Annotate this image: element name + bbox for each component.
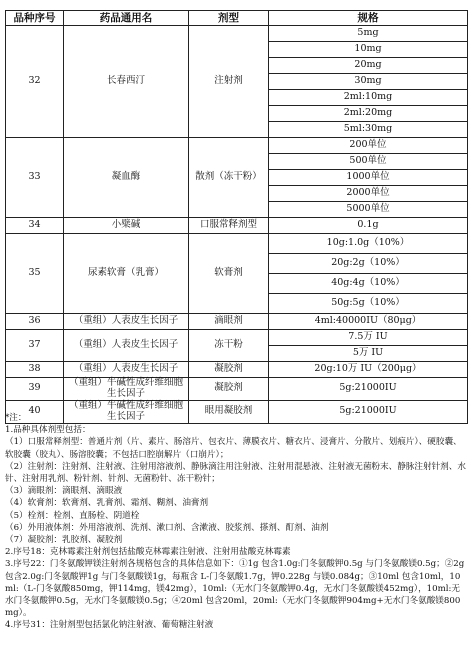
drug-name-cell: （重组）牛碱性成纤维细胞生长因子 xyxy=(64,400,189,423)
dosage-form-cell: 散剂（冻干粉） xyxy=(189,138,269,218)
spec-cell: 5mg xyxy=(269,26,468,42)
note-line: （7）凝胶剂：乳胶剂、凝胶剂 xyxy=(5,535,123,546)
table-row xyxy=(6,362,468,378)
spec-cell: 0.1g xyxy=(269,218,468,234)
table-row xyxy=(6,330,468,346)
serial-cell: 39 xyxy=(6,378,64,401)
spec-cell: 10g:1.0g（10%） xyxy=(269,234,468,254)
spec-cell: 200单位 xyxy=(269,138,468,154)
spec-cell: 40g:4g（10%） xyxy=(269,274,468,294)
dosage-form-cell: 眼用凝胶剂 xyxy=(189,400,269,423)
note-line: 1.品种具体剂型包括： xyxy=(5,425,91,436)
spec-cell: 4ml:40000IU（80μg） xyxy=(269,314,468,330)
spec-cell: 2000单位 xyxy=(269,186,468,202)
note-line: （5）栓剂：栓剂、直肠栓、阴道栓 xyxy=(5,510,140,521)
note-line: 4.序号31：注射剂型包括氯化钠注射液、葡萄糖注射液 xyxy=(5,620,214,631)
drug-name-cell: （重组）人表皮生长因子 xyxy=(64,362,189,378)
serial-cell: 37 xyxy=(6,330,64,362)
dosage-form-cell: 滴眼剂 xyxy=(189,314,269,330)
table-row xyxy=(6,234,468,254)
serial-cell: 34 xyxy=(6,218,64,234)
dosage-form-cell: 凝胶剂 xyxy=(189,362,269,378)
dosage-form-cell: 冻干粉 xyxy=(189,330,269,362)
spec-cell: 5000单位 xyxy=(269,202,468,218)
drug-name-cell: （重组）人表皮生长因子 xyxy=(64,330,189,362)
spec-cell: 20g:2g（10%） xyxy=(269,254,468,274)
header-drug-name: 药品通用名 xyxy=(64,11,189,26)
serial-cell: 38 xyxy=(6,362,64,378)
spec-cell: 30mg xyxy=(269,74,468,90)
serial-cell: 33 xyxy=(6,138,64,218)
note-line: （2）注射剂：注射剂、注射液、注射用溶液剂、静脉滴注用注射液、注射用混悬液、注射液无菌粉末、静脉注射针剂、水针、注射用乳剂、粉针剂、针剂、无菌粉针、冻干粉针； xyxy=(5,461,466,485)
header-serial: 品种序号 xyxy=(6,11,64,26)
spec-cell: 5万 IU xyxy=(269,346,468,362)
serial-cell: 32 xyxy=(6,26,64,138)
table-row xyxy=(6,26,468,42)
spec-cell: 7.5万 IU xyxy=(269,330,468,346)
spec-cell: 20mg xyxy=(269,58,468,74)
note-line: 3.序号22：门冬氨酸钾镁注射剂各规格包含的具体信息如下：①1g 包含1.0g:门冬氨酸钾0.5g 与门冬氨酸镁0.5g；②2g 包含2.0g:门冬氨酸钾1g 与门冬氨酸镁1g，每瓶含 L-门冬氨酸1.7g，钾0.228g 与镁0.084g；③10ml 包含10ml，10ml:（L-门冬氨酸850mg，钾114mg，镁42mg），10ml:（无水门冬氨酸钾0.4g，无水门冬氨酸镁452mg），10ml:无水门冬氨酸钾0.5g，无水门冬氨酸镁0.5g；④20ml 包含20ml，20ml:（无水门冬氨酸钾904mg+无水门冬氨酸镁800mg）。 xyxy=(5,559,465,619)
dosage-form-cell: 软膏剂 xyxy=(189,234,269,314)
drug-name-cell: （重组）牛碱性成纤维细胞生长因子 xyxy=(64,378,189,401)
spec-cell: 2ml:20mg xyxy=(269,106,468,122)
header-specification: 规格 xyxy=(269,11,468,26)
drug-name-cell: 尿素软膏（乳膏） xyxy=(64,234,189,314)
notes-section xyxy=(5,412,467,632)
spec-cell: 1000单位 xyxy=(269,170,468,186)
drug-name-cell: 长春西汀 xyxy=(64,26,189,138)
spec-cell: 10mg xyxy=(269,42,468,58)
dosage-form-cell: 口服常释剂型 xyxy=(189,218,269,234)
spec-cell: 5g:21000IU xyxy=(269,400,468,423)
spec-cell: 500单位 xyxy=(269,154,468,170)
table-row xyxy=(6,378,468,401)
note-line: （6）外用液体剂：外用溶液剂、洗剂、漱口剂、含漱液、胶浆剂、搽剂、酊剂、油剂 xyxy=(5,522,329,533)
serial-cell: 36 xyxy=(6,314,64,330)
spec-cell: 2ml:10mg xyxy=(269,90,468,106)
note-line: （4）软膏剂：软膏剂、乳膏剂、霜剂、糊剂、油膏剂 xyxy=(5,498,209,509)
table-body xyxy=(6,26,468,424)
spec-cell: 50g:5g（10%） xyxy=(269,294,468,314)
drug-name-cell: 小檗碱 xyxy=(64,218,189,234)
table-row xyxy=(6,218,468,234)
spec-cell: 20g:10万 IU（200μg） xyxy=(269,362,468,378)
serial-cell: 35 xyxy=(6,234,64,314)
note-line: （3）滴眼剂：滴眼剂、滴眼液 xyxy=(5,486,123,497)
spec-cell: 5g:21000IU xyxy=(269,378,468,401)
header-dosage-form: 剂型 xyxy=(189,11,269,26)
note-line: *注： xyxy=(5,413,27,423)
dosage-form-cell: 注射剂 xyxy=(189,26,269,138)
table-row xyxy=(6,138,468,154)
table-row xyxy=(6,314,468,330)
note-line: 2.序号18：克林霉素注射剂包括盐酸克林霉素注射液、注射用盐酸克林霉素 xyxy=(5,547,291,558)
drug-name-cell: 凝血酶 xyxy=(64,138,189,218)
note-line: （1）口服常释剂型：普通片剂（片、素片、肠溶片、包衣片、薄膜衣片、糖衣片、浸膏片、分散片、划痕片）、硬胶囊、软胶囊（胶丸）、肠溶胶囊；不包括口腔崩解片（口崩片）； xyxy=(5,437,462,460)
drug-spec-table xyxy=(5,10,468,424)
serial-cell: 40 xyxy=(6,400,64,423)
dosage-form-cell: 凝胶剂 xyxy=(189,378,269,401)
drug-name-cell: （重组）人表皮生长因子 xyxy=(64,314,189,330)
table-header-row xyxy=(6,11,468,26)
spec-cell: 5ml:30mg xyxy=(269,122,468,138)
